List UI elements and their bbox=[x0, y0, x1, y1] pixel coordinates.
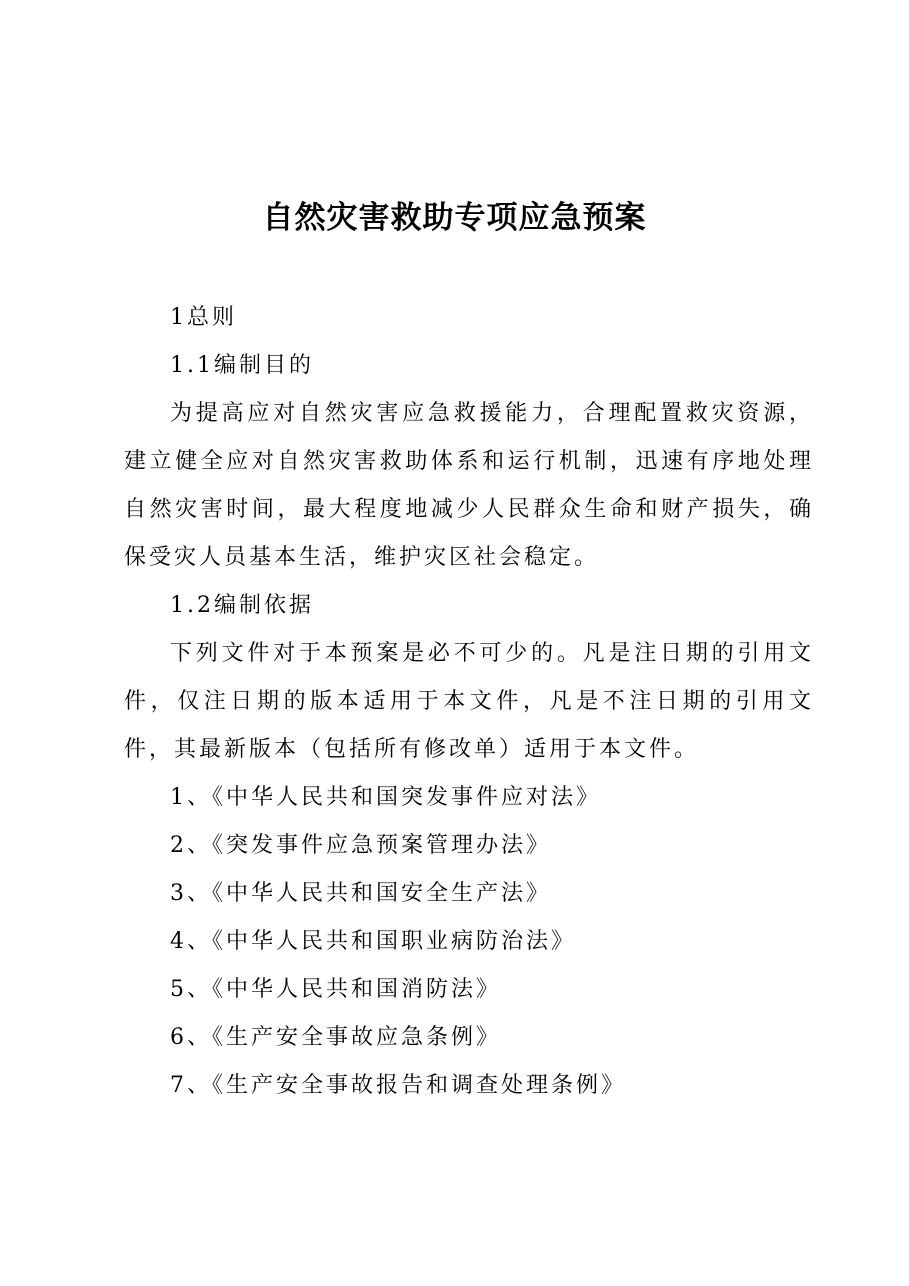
reference-item: 3、《中华人民共和国安全生产法》 bbox=[170, 881, 551, 906]
document-title: 自然灾害救助专项应急预案 bbox=[262, 200, 647, 236]
reference-item: 2、《突发事件应急预案管理办法》 bbox=[170, 833, 551, 858]
reference-item: 4、《中华人民共和国职业病防治法》 bbox=[170, 929, 576, 954]
reference-item: 1、《中华人民共和国突发事件应对法》 bbox=[170, 785, 601, 810]
section-heading-purpose: 1.1编制目的 bbox=[170, 353, 314, 378]
document-body bbox=[124, 294, 814, 1110]
reference-item: 5、《中华人民共和国消防法》 bbox=[170, 977, 501, 1002]
paragraph-basis: 下列文件对于本预案是必不可少的。凡是注日期的引用文件，仅注日期的版本适用于本文件，凡是不注日期的引用文件，其最新版本（包括所有修改单）适用于本文件。 bbox=[124, 641, 814, 762]
reference-item: 6、《生产安全事故应急条例》 bbox=[170, 1025, 501, 1050]
reference-item: 7、《生产安全事故报告和调查处理条例》 bbox=[170, 1073, 626, 1098]
section-heading-general: 1总则 bbox=[170, 305, 237, 330]
paragraph-purpose: 为提高应对自然灾害应急救援能力，合理配置救灾资源，建立健全应对自然灾害救助体系和运行机制，迅速有序地处理自然灾害时间，最大程度地减少人民群众生命和财产损失，确保受灾人员基本生活，维护灾区社会稳定。 bbox=[124, 401, 814, 570]
section-heading-basis: 1.2编制依据 bbox=[170, 593, 314, 618]
